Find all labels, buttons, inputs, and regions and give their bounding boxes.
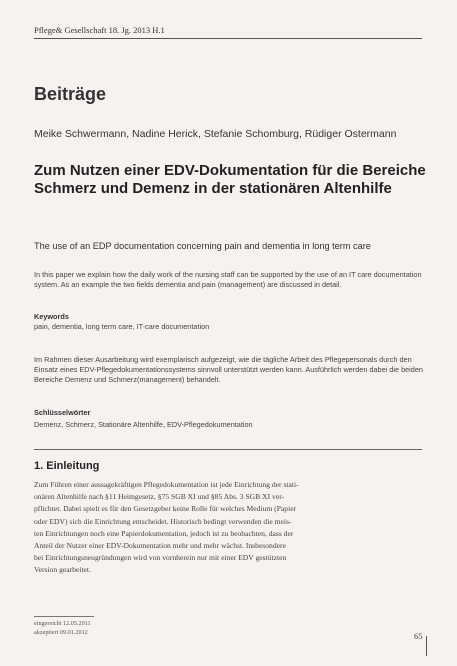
schluesselwoerter-text: Demenz, Schmerz, Stationäre Altenhilfe, EDV-Pflegedokumentation <box>34 420 253 429</box>
schluesselwoerter-label: Schlüsselwörter <box>34 408 91 417</box>
accepted-date: akzeptiert 09.01.2012 <box>34 628 88 636</box>
english-title: The use of an EDP documentation concerning pain and dementia in long term care <box>34 241 371 251</box>
keywords-text: pain, dementia, long term care, IT-care documentation <box>34 322 210 331</box>
author-list: Meike Schwermann, Nadine Herick, Stefanie Schomburg, Rüdiger Ostermann <box>34 128 397 140</box>
section-rule <box>34 449 422 450</box>
body-line: pflichtet. Dabei spielt es für den Gesetzgeber keine Rolle für welches Medium (Papier <box>34 504 297 514</box>
page-edge-rule <box>426 636 427 656</box>
keywords-label: Keywords <box>34 312 69 321</box>
introduction-heading: 1. Einleitung <box>34 460 100 472</box>
section-heading: Beiträge <box>34 84 107 104</box>
footnote <box>34 620 91 637</box>
page-number: 65 <box>414 631 423 641</box>
body-line: oder EDV) sich die Einrichtung entscheidet. Historisch bedingt verwenden die meis- <box>34 516 292 526</box>
body-line: Version gearbeitet. <box>34 565 91 575</box>
english-abstract: In this paper we explain how the daily work of the nursing staff can be supported by the use of an IT care documentation system. As an example the two fields dementia and pain (management) are discussed in detail. <box>34 270 422 289</box>
body-line: Anteil der Nutzer einer EDV-Dokumentation mehr und mehr wächst. Insbesondere <box>34 541 286 551</box>
footnote-rule <box>34 616 94 617</box>
german-abstract: Im Rahmen dieser Ausarbeitung wird exemplarisch aufgezeigt, wie die tägliche Arbeit des Pflegepersonals durch den Einsatz eines EDV-Pflegedokumentationssystems sinnvoll unterstützt werden kann. Ausführlich werden dabei die beiden Bereiche Demenz und Schmerz(management) behandelt. <box>34 355 423 384</box>
running-head: Pflege& Gesellschaft 18. Jg. 2013 H.1 <box>34 25 165 35</box>
body-line: onären Altenhilfe nach §11 Heimgesetz, §75 SGB XI und §85 Abs. 3 SGB XI ver- <box>34 492 285 502</box>
article-title: Zum Nutzen einer EDV-Dokumentation für die Bereiche Schmerz und Demenz in der stationären Altenhilfe <box>34 162 426 197</box>
header-rule <box>34 38 422 39</box>
body-line: Zum Führen einer aussagekräftigen Pflegedokumentation ist jede Einrichtung der stati- <box>34 480 299 489</box>
body-line: ten Einrichtungen noch eine Papierdokumentation, jedoch ist zu beobachten, dass der <box>34 528 294 538</box>
body-line: bei Einrichtungsneugründungen wird von vornherein nur mit einer EDV gestützten <box>34 553 287 563</box>
submitted-date: eingereicht 12.05.2011 <box>34 620 91 627</box>
body-paragraph <box>34 479 429 577</box>
